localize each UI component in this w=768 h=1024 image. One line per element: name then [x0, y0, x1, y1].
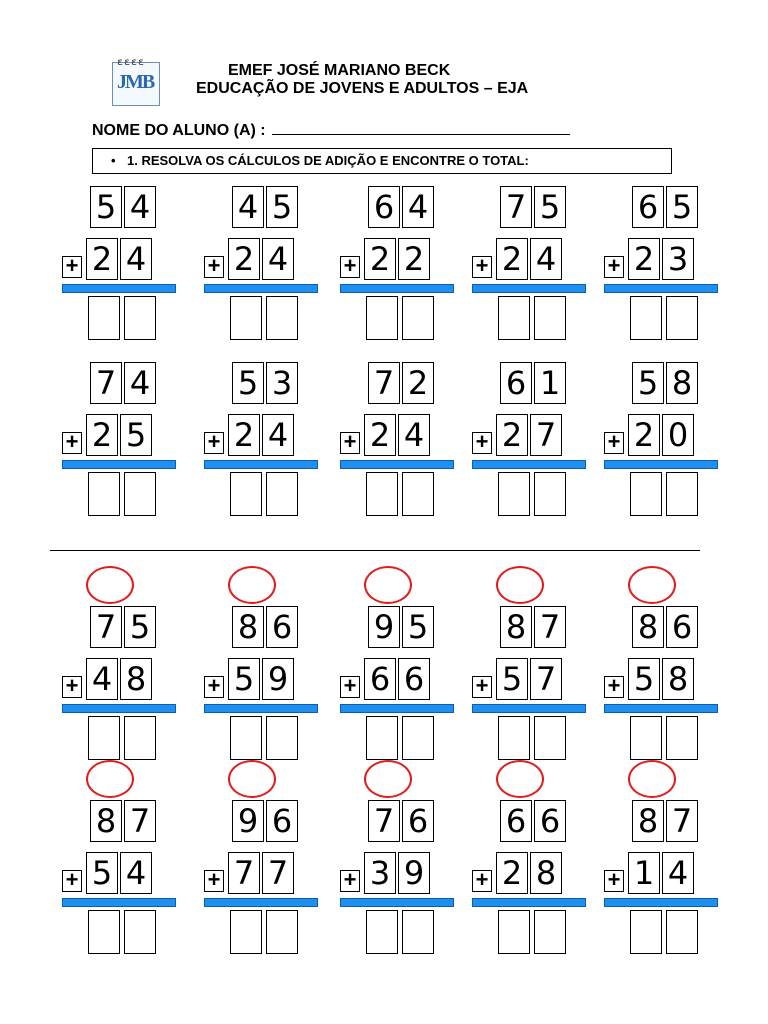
top-digit: 6 [500, 362, 532, 404]
sum-line [62, 898, 176, 907]
answer-circle[interactable] [228, 760, 276, 798]
top-digit: 6 [632, 186, 664, 228]
logo-mark: JMB [117, 71, 154, 93]
bottom-digit: 4 [262, 238, 294, 280]
bottom-digit: 2 [496, 852, 528, 894]
top-digit: 6 [266, 606, 298, 648]
answer-box[interactable] [88, 910, 120, 954]
answer-box[interactable] [88, 716, 120, 760]
addition-problem [204, 362, 334, 512]
addition-problem [62, 760, 192, 910]
instruction-bullet: • [111, 153, 116, 168]
bottom-digit: 4 [662, 852, 694, 894]
answer-box[interactable] [124, 296, 156, 340]
plus-sign: + [604, 256, 624, 278]
bottom-digit: 8 [530, 852, 562, 894]
top-digit: 4 [402, 186, 434, 228]
bottom-digit: 2 [364, 238, 396, 280]
sum-line [340, 704, 454, 713]
sum-line [604, 460, 718, 469]
plus-sign: + [340, 870, 360, 892]
answer-box[interactable] [402, 716, 434, 760]
addition-problem [62, 362, 192, 512]
sum-line [204, 460, 318, 469]
answer-circle[interactable] [364, 566, 412, 604]
addition-problem [604, 566, 734, 716]
sum-line [340, 898, 454, 907]
answer-box[interactable] [498, 472, 530, 516]
bottom-digit: 7 [262, 852, 294, 894]
top-digit: 7 [500, 186, 532, 228]
bottom-digit: 0 [662, 414, 694, 456]
sum-line [62, 284, 176, 293]
answer-box[interactable] [230, 296, 262, 340]
answer-circle[interactable] [628, 566, 676, 604]
sum-line [604, 704, 718, 713]
bottom-digit: 2 [398, 238, 430, 280]
top-digit: 6 [266, 800, 298, 842]
top-digit: 5 [124, 606, 156, 648]
top-digit: 6 [666, 606, 698, 648]
bottom-digit: 2 [628, 238, 660, 280]
top-digit: 9 [232, 800, 264, 842]
bottom-digit: 6 [398, 658, 430, 700]
plus-sign: + [340, 676, 360, 698]
addition-problem [472, 566, 602, 716]
answer-box[interactable] [534, 910, 566, 954]
top-digit: 5 [90, 186, 122, 228]
addition-problem [340, 186, 470, 336]
sum-line [204, 898, 318, 907]
bottom-digit: 5 [120, 414, 152, 456]
top-digit: 3 [266, 362, 298, 404]
sum-line [604, 284, 718, 293]
plus-sign: + [62, 870, 82, 892]
top-digit: 8 [632, 800, 664, 842]
answer-circle[interactable] [496, 760, 544, 798]
addition-problem [472, 362, 602, 512]
top-digit: 5 [402, 606, 434, 648]
answer-box[interactable] [402, 472, 434, 516]
plus-sign: + [340, 432, 360, 454]
answer-box[interactable] [666, 296, 698, 340]
bottom-digit: 8 [662, 658, 694, 700]
answer-box[interactable] [534, 472, 566, 516]
plus-sign: + [204, 870, 224, 892]
top-digit: 7 [90, 362, 122, 404]
sum-line [472, 704, 586, 713]
answer-box[interactable] [498, 716, 530, 760]
top-digit: 5 [534, 186, 566, 228]
student-name-line[interactable] [272, 120, 570, 135]
bottom-digit: 4 [86, 658, 118, 700]
plus-sign: + [604, 870, 624, 892]
bottom-digit: 7 [228, 852, 260, 894]
addition-problem [204, 186, 334, 336]
top-digit: 5 [666, 186, 698, 228]
top-digit: 9 [368, 606, 400, 648]
answer-box[interactable] [88, 296, 120, 340]
plus-sign: + [472, 432, 492, 454]
addition-problem [604, 362, 734, 512]
sum-line [204, 704, 318, 713]
addition-problem [472, 760, 602, 910]
bottom-digit: 2 [86, 238, 118, 280]
instruction-box [92, 148, 672, 174]
student-name-label: NOME DO ALUNO (A) : [92, 122, 266, 139]
answer-circle[interactable] [228, 566, 276, 604]
top-digit: 7 [124, 800, 156, 842]
top-digit: 2 [402, 362, 434, 404]
section-separator [50, 550, 700, 551]
top-digit: 6 [368, 186, 400, 228]
addition-problem [62, 566, 192, 716]
answer-box[interactable] [124, 910, 156, 954]
answer-circle[interactable] [86, 760, 134, 798]
plus-sign: + [62, 432, 82, 454]
top-digit: 7 [368, 800, 400, 842]
bottom-digit: 4 [262, 414, 294, 456]
bottom-digit: 5 [628, 658, 660, 700]
bottom-digit: 7 [530, 658, 562, 700]
sum-line [472, 898, 586, 907]
bottom-digit: 4 [120, 852, 152, 894]
bottom-digit: 4 [398, 414, 430, 456]
plus-sign: + [204, 256, 224, 278]
sum-line [204, 284, 318, 293]
sum-line [340, 460, 454, 469]
program-name: EDUCAÇÃO DE JOVENS E ADULTOS – EJA [196, 80, 529, 97]
answer-circle[interactable] [628, 760, 676, 798]
top-digit: 7 [368, 362, 400, 404]
bottom-digit: 2 [228, 414, 260, 456]
plus-sign: + [604, 676, 624, 698]
addition-problem [204, 566, 334, 716]
bottom-digit: 2 [628, 414, 660, 456]
bottom-digit: 5 [228, 658, 260, 700]
top-digit: 8 [232, 606, 264, 648]
bottom-digit: 5 [86, 852, 118, 894]
bottom-digit: 3 [662, 238, 694, 280]
bottom-digit: 9 [398, 852, 430, 894]
top-digit: 6 [500, 800, 532, 842]
addition-problem [340, 760, 470, 910]
top-digit: 7 [666, 800, 698, 842]
plus-sign: + [340, 256, 360, 278]
top-digit: 8 [90, 800, 122, 842]
answer-box[interactable] [534, 716, 566, 760]
answer-box[interactable] [630, 716, 662, 760]
top-digit: 7 [90, 606, 122, 648]
school-logo [112, 57, 160, 106]
answer-box[interactable] [630, 472, 662, 516]
plus-sign: + [204, 676, 224, 698]
sum-line [472, 460, 586, 469]
answer-circle[interactable] [364, 760, 412, 798]
plus-sign: + [604, 432, 624, 454]
answer-box[interactable] [630, 296, 662, 340]
student-name-field [92, 120, 570, 140]
top-digit: 4 [124, 186, 156, 228]
plus-sign: + [472, 256, 492, 278]
top-digit: 7 [534, 606, 566, 648]
plus-sign: + [472, 676, 492, 698]
plus-sign: + [62, 676, 82, 698]
bottom-digit: 9 [262, 658, 294, 700]
answer-box[interactable] [266, 472, 298, 516]
bottom-digit: 2 [496, 414, 528, 456]
answer-box[interactable] [366, 910, 398, 954]
answer-box[interactable] [124, 716, 156, 760]
answer-box[interactable] [88, 472, 120, 516]
top-digit: 4 [124, 362, 156, 404]
bottom-digit: 2 [496, 238, 528, 280]
bottom-digit: 2 [86, 414, 118, 456]
bottom-digit: 5 [496, 658, 528, 700]
bottom-digit: 8 [120, 658, 152, 700]
answer-box[interactable] [402, 910, 434, 954]
answer-box[interactable] [124, 472, 156, 516]
answer-box[interactable] [266, 296, 298, 340]
top-digit: 5 [632, 362, 664, 404]
answer-box[interactable] [498, 910, 530, 954]
answer-box[interactable] [230, 472, 262, 516]
bottom-digit: 7 [530, 414, 562, 456]
answer-box[interactable] [230, 716, 262, 760]
sum-line [340, 284, 454, 293]
top-digit: 4 [232, 186, 264, 228]
top-digit: 8 [666, 362, 698, 404]
addition-problem [340, 362, 470, 512]
top-digit: 6 [534, 800, 566, 842]
top-digit: 6 [402, 800, 434, 842]
addition-problem [204, 760, 334, 910]
top-digit: 5 [266, 186, 298, 228]
bottom-digit: 4 [120, 238, 152, 280]
logo-rings: ɛɛɛɛ [117, 57, 146, 68]
bottom-digit: 6 [364, 658, 396, 700]
answer-box[interactable] [402, 296, 434, 340]
sum-line [604, 898, 718, 907]
answer-box[interactable] [498, 296, 530, 340]
answer-box[interactable] [534, 296, 566, 340]
sum-line [62, 460, 176, 469]
addition-problem [472, 186, 602, 336]
answer-circle[interactable] [86, 566, 134, 604]
bottom-digit: 2 [228, 238, 260, 280]
sum-line [472, 284, 586, 293]
instruction-text: 1. RESOLVA OS CÁLCULOS DE ADIÇÃO E ENCONTRE O TOTAL: [127, 153, 529, 168]
answer-box[interactable] [230, 910, 262, 954]
plus-sign: + [62, 256, 82, 278]
answer-circle[interactable] [496, 566, 544, 604]
top-digit: 8 [500, 606, 532, 648]
addition-problem [340, 566, 470, 716]
answer-box[interactable] [266, 910, 298, 954]
addition-problem [604, 760, 734, 910]
answer-box[interactable] [366, 716, 398, 760]
addition-problem [62, 186, 192, 336]
bottom-digit: 3 [364, 852, 396, 894]
bottom-digit: 4 [530, 238, 562, 280]
top-digit: 8 [632, 606, 664, 648]
bottom-digit: 2 [364, 414, 396, 456]
school-name: EMEF JOSÉ MARIANO BECK [228, 62, 451, 79]
plus-sign: + [472, 870, 492, 892]
plus-sign: + [204, 432, 224, 454]
top-digit: 5 [232, 362, 264, 404]
answer-box[interactable] [266, 716, 298, 760]
top-digit: 1 [534, 362, 566, 404]
sum-line [62, 704, 176, 713]
addition-problem [604, 186, 734, 336]
answer-box[interactable] [366, 472, 398, 516]
answer-box[interactable] [666, 472, 698, 516]
answer-box[interactable] [666, 716, 698, 760]
bottom-digit: 1 [628, 852, 660, 894]
answer-box[interactable] [366, 296, 398, 340]
answer-box[interactable] [666, 910, 698, 954]
answer-box[interactable] [630, 910, 662, 954]
